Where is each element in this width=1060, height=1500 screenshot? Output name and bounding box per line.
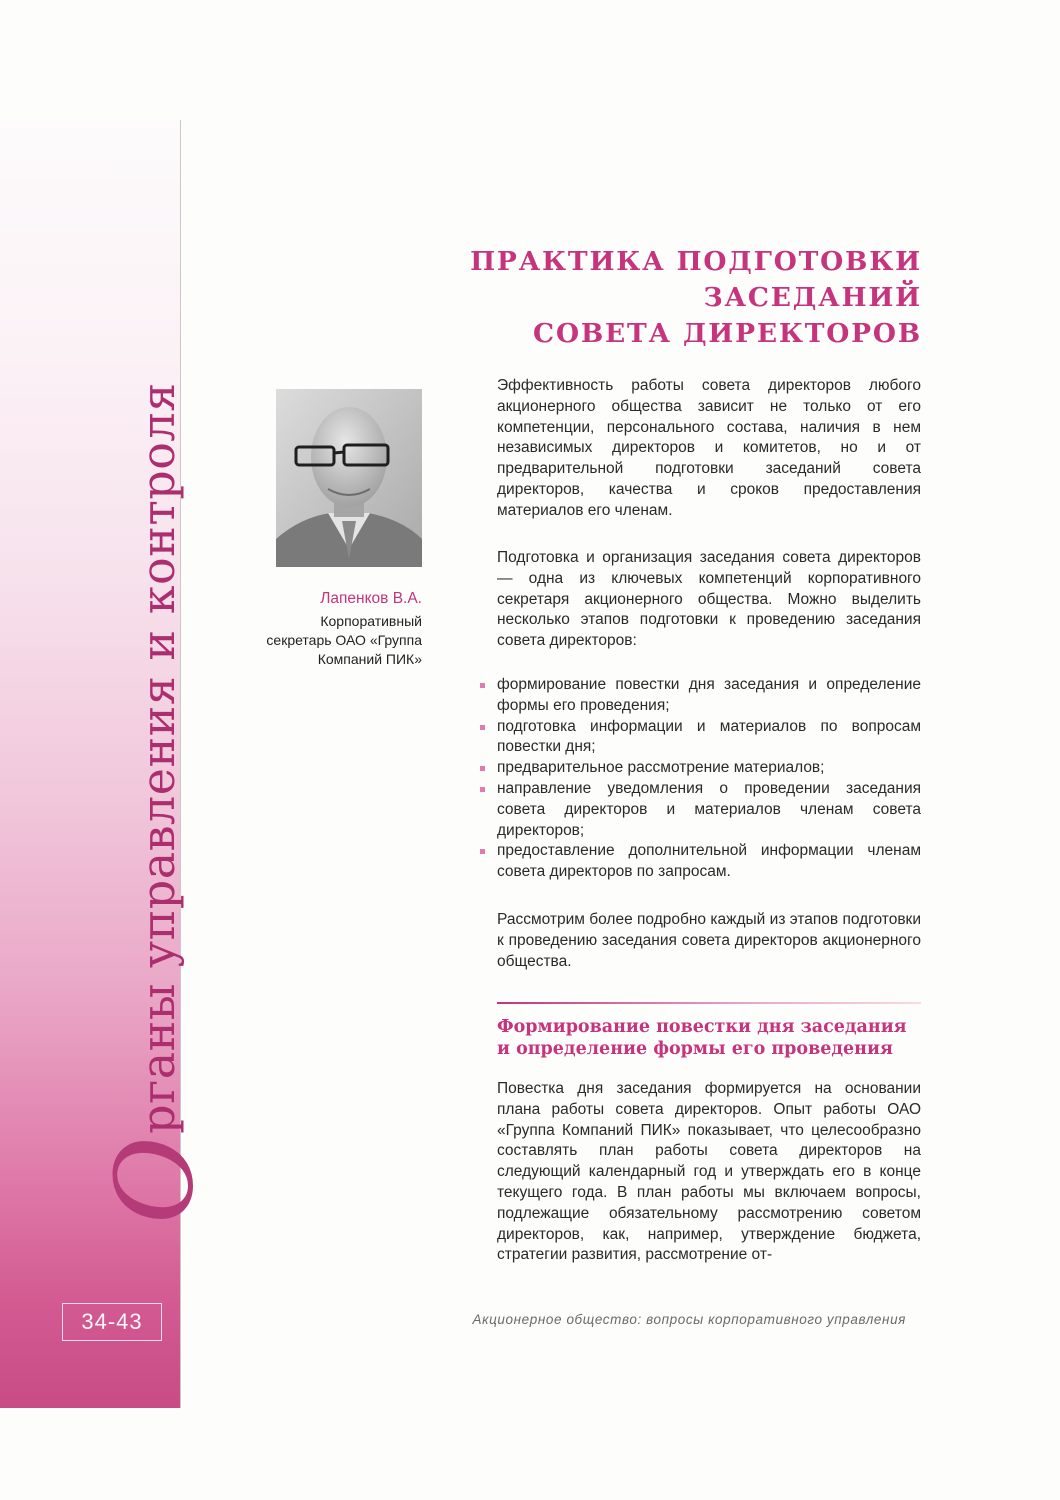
section-heading xyxy=(497,1016,921,1060)
agenda-paragraph: Повестка дня заседания формируется на основании плана работы совета директоров. Опыт работы ОАО «Группа Компаний ПИК» показывает, что целесообразно составлять план работы совета директоров на следующий календарный год и утверждать его в конце текущего года. В план работы мы включаем вопросы, подлежащие обязательному рассмотрению советом директоров, как, например, утверждение бюджета, стратегии развития, рассмотрение от- xyxy=(497,1080,921,1264)
section-heading-line2: и определение формы его проведения xyxy=(497,1039,893,1059)
author-photo xyxy=(276,389,422,567)
page-range: 34-43 xyxy=(62,1303,162,1341)
article-title-line1: ПРАКТИКА ПОДГОТОВКИ ЗАСЕДАНИЙ xyxy=(470,246,922,313)
stages-list xyxy=(479,675,921,883)
bullet-square-icon xyxy=(480,849,485,854)
author-role-line1: Корпоративный xyxy=(320,613,422,629)
author-role-line3: Компаний ПИК» xyxy=(317,651,422,667)
list-item: предоставление дополнительной информации членам совета директоров по запросам. xyxy=(479,841,921,883)
section-heading-line1: Формирование повестки дня заседания xyxy=(497,1017,907,1037)
section-title-text: рганы управления и контроля xyxy=(131,382,185,1134)
bullet-square-icon xyxy=(480,766,485,771)
author-role xyxy=(220,612,422,669)
article-title xyxy=(250,244,922,352)
bullet-square-icon xyxy=(480,725,485,730)
decorative-initial: О xyxy=(85,1137,218,1225)
author-portrait xyxy=(276,389,422,567)
summary-paragraph: Рассмотрим более подробно каждый из этапов подготовки к проведению заседания совета директоров акционерного общества. xyxy=(497,911,921,970)
list-item: подготовка информации и материалов по вопросам повестки дня; xyxy=(479,717,921,759)
stages-paragraph: Подготовка и организация заседания совета директоров — одна из ключевых компетенций корпоративного секретаря акционерного общества. Можно выделить несколько этапов подготовки к проведению заседания совета директоров: xyxy=(497,549,921,650)
journal-footer: Акционерное общество: вопросы корпоративного управления xyxy=(472,1312,906,1327)
list-item: предварительное рассмотрение материалов; xyxy=(479,758,921,779)
article-title-line2: СОВЕТА ДИРЕКТОРОВ xyxy=(533,318,922,349)
list-item: формирование повестки дня заседания и определение формы его проведения; xyxy=(479,675,921,717)
author-role-line2: секретарь ОАО «Группа xyxy=(266,632,422,648)
bullet-square-icon xyxy=(480,683,485,688)
section-title-vertical xyxy=(85,382,218,1225)
author-name: Лапенков В.А. xyxy=(320,590,422,607)
intro-paragraph: Эффективность работы совета директоров любого акционерного общества зависит не только от его компетенции, персонального состава, наличия в нем независимых директоров и комитетов, но и от предварительной подготовки заседаний совета директоров, качества и сроков предоставления материалов его членам. xyxy=(497,377,921,519)
list-item: направление уведомления о проведении заседания совета директоров и материалов членам совета директоров; xyxy=(479,779,921,841)
bullet-square-icon xyxy=(480,787,485,792)
section-divider xyxy=(497,1002,921,1004)
